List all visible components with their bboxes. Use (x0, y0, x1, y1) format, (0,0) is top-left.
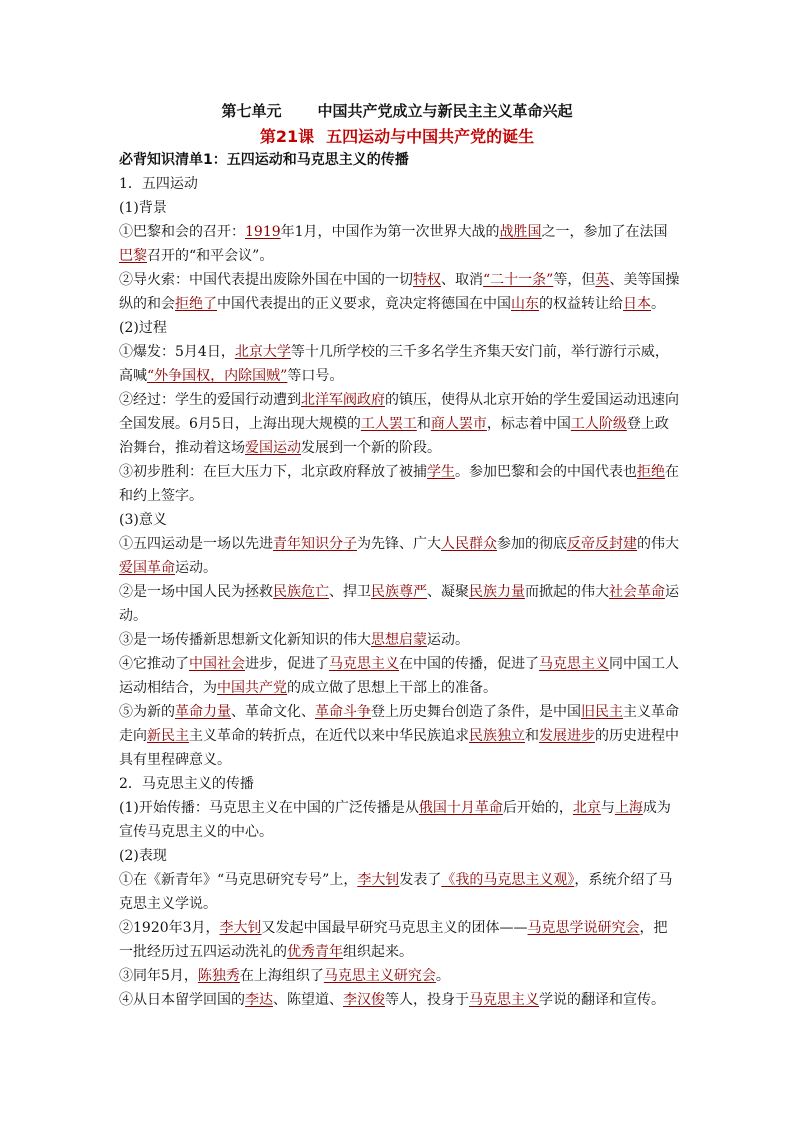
text-line (119, 940, 679, 964)
text-run: 治舞台，推动着这场 (119, 440, 245, 456)
key-term: 民族危亡 (273, 584, 329, 600)
key-term: 民族力量 (469, 584, 525, 600)
key-term: 思想启蒙 (371, 632, 427, 648)
key-term: 马克思主义 (469, 992, 539, 1008)
text-run: ，标志着中国 (486, 416, 571, 432)
key-term: 人民群众 (441, 536, 497, 552)
text-line (119, 676, 679, 700)
key-term: 陈独秀 (197, 968, 240, 984)
text-line (119, 892, 679, 916)
text-line (119, 220, 679, 244)
text-line (119, 964, 679, 988)
text-run: 等口号。 (287, 368, 344, 384)
text-run: 发表了 (399, 872, 442, 888)
text-run: 运动相结合，为 (119, 680, 217, 696)
key-term: 拒绝 (637, 464, 665, 480)
text-line (119, 484, 679, 508)
text-line (119, 796, 679, 820)
text-run: ②是一场中国人民为拯救 (119, 584, 273, 600)
key-term: 李达 (245, 992, 273, 1008)
text-run: 、捍卫 (329, 584, 371, 600)
text-run: 走向 (119, 728, 147, 744)
key-term: 社会革命 (609, 584, 665, 600)
text-run: (2)过程 (119, 320, 167, 336)
text-line (119, 772, 679, 796)
text-run: ②1920年3月， (119, 920, 220, 936)
text-line (119, 460, 679, 484)
key-term: 中国社会 (189, 656, 245, 672)
text-line (119, 364, 679, 388)
key-term: 革命斗争 (315, 704, 371, 720)
text-run: 。参加巴黎和会的中国代表也 (455, 464, 637, 480)
text-line (119, 556, 679, 580)
key-term: 青年知识分子 (273, 536, 357, 552)
text-run: ②导火索：中国代表提出废除外国在中国的一切 (119, 272, 413, 288)
content-body (119, 148, 679, 1012)
text-run: 、陈望道、 (273, 992, 343, 1008)
key-term: 爱国革命 (119, 560, 175, 576)
unit-subtitle: 中国共产党成立与新民主主义革命兴起 (317, 102, 573, 120)
key-term: 李汉俊 (343, 992, 385, 1008)
text-line (119, 844, 679, 868)
text-run: 动。 (119, 608, 147, 624)
text-run: ，把 (639, 920, 668, 936)
text-run: 和 (416, 416, 431, 432)
text-run: 学说的翻译和宣传。 (539, 992, 665, 1008)
text-run: 登上政 (626, 416, 669, 432)
text-run: 召开的“和平会议”。 (147, 248, 274, 264)
key-term: 马克思主义 (539, 656, 609, 672)
text-run: ③初步胜利：在巨大压力下，北京政府释放了被捕 (119, 464, 427, 480)
text-line (119, 652, 679, 676)
unit-title (0, 100, 794, 121)
text-run: 又发起中国最早研究马克思主义的团体—— (261, 920, 528, 936)
text-run: 而掀起的伟大 (525, 584, 609, 600)
text-run: 的成立做了思想上干部上的准备。 (287, 680, 497, 696)
text-line (119, 268, 679, 292)
text-run: 主义革命的转折点，在近代以来中华民族追求 (189, 728, 469, 744)
text-line (119, 604, 679, 628)
text-run: 纵的和会 (119, 296, 175, 312)
text-run: ，系统介绍了马 (574, 872, 673, 888)
key-term: 俄国十月革命 (418, 800, 503, 816)
text-line (119, 724, 679, 748)
text-run: 在 (665, 464, 679, 480)
text-run: 的伟大 (637, 536, 679, 552)
key-term: 特权 (413, 272, 441, 288)
text-run: 在中国的传播，促进了 (399, 656, 539, 672)
key-term: 革命力量 (175, 704, 231, 720)
text-run: 和 (525, 728, 539, 744)
text-line (119, 388, 679, 412)
text-run: (2)表现 (119, 848, 167, 864)
key-term: 马克思主义研究会 (323, 968, 436, 984)
text-line (119, 316, 679, 340)
text-line (119, 820, 679, 844)
key-term: 优秀青年 (287, 944, 343, 960)
text-run: ①在《新青年》“马克思研究专号”上， (119, 872, 358, 888)
text-line (119, 196, 679, 220)
text-line (119, 580, 679, 604)
text-line (119, 244, 679, 268)
lesson-number: 第21课 (259, 127, 315, 146)
key-term: 巴黎 (119, 248, 147, 264)
text-run: 参加的彻底 (497, 536, 567, 552)
key-term: 民族尊严 (371, 584, 427, 600)
text-run: ①巴黎和会的召开： (119, 224, 245, 240)
text-run: 同中国工人 (609, 656, 679, 672)
text-run: 年1月，中国作为第一次世界大战的 (280, 224, 500, 240)
key-term: 北京 (572, 800, 601, 816)
text-run: 的历史进程中 (595, 728, 679, 744)
text-run: 的权益转让给 (539, 296, 623, 312)
text-line (119, 628, 679, 652)
text-line (119, 748, 679, 772)
text-line (119, 868, 679, 892)
text-run: 为先锋、广大 (357, 536, 441, 552)
text-run: 运动。 (175, 560, 217, 576)
text-run: 等，但 (553, 272, 596, 288)
text-run: 等十几所学校的三千多名学生齐集天安门前，举行游行示威， (290, 344, 669, 360)
text-run: ⑤为新的 (119, 704, 175, 720)
key-term: 商人罢市 (430, 416, 487, 432)
text-run: 运动。 (427, 632, 469, 648)
text-run: 、凝聚 (427, 584, 469, 600)
text-run: 之一，参加了在法国 (541, 224, 668, 240)
text-line (119, 412, 679, 436)
text-run: 克思主义学说。 (119, 896, 217, 912)
text-run: 运 (665, 584, 679, 600)
text-run: 。 (651, 296, 665, 312)
text-line (119, 508, 679, 532)
key-term: 中国共产党 (217, 680, 287, 696)
text-run: (1)背景 (119, 200, 167, 216)
key-term: 拒绝了 (175, 296, 217, 312)
text-run: 中国代表提出的正义要求，竟决定将德国在中国 (217, 296, 511, 312)
key-term: 旧民主 (581, 704, 623, 720)
text-run: ②经过：学生的爱国行动遭到 (119, 392, 301, 408)
text-run: 主义革命 (623, 704, 679, 720)
text-run: 具有里程碑意义。 (119, 752, 231, 768)
key-term: 发展进步 (539, 728, 595, 744)
text-run: ④从日本留学回国的 (119, 992, 245, 1008)
key-term: 工人罢工 (360, 416, 417, 432)
text-run: 组织起来。 (343, 944, 413, 960)
text-line (119, 340, 679, 364)
key-term: 马克思主义 (329, 656, 399, 672)
text-run: 和约上签字。 (119, 488, 203, 504)
key-term: 上海 (614, 800, 643, 816)
text-run: 与 (600, 800, 615, 816)
text-run: (1)开始传播：马克思主义在中国的广泛传播是从 (119, 800, 419, 816)
key-term: 民族独立 (469, 728, 525, 744)
key-term: “二十一条” (483, 272, 554, 288)
key-term: 学生 (427, 464, 455, 480)
text-run: ①爆发：5月4日， (119, 344, 235, 360)
text-line (119, 988, 679, 1012)
text-run: 发展到一个新的阶段。 (301, 440, 441, 456)
key-term: 英 (595, 272, 610, 288)
text-run: 、革命文化、 (231, 704, 315, 720)
text-run: 、取消 (441, 272, 483, 288)
text-run: 高喊 (119, 368, 147, 384)
text-line (119, 292, 679, 316)
text-run: 一批经历过五四运动洗礼的 (119, 944, 287, 960)
text-run: 在上海组织了 (239, 968, 324, 984)
unit-label: 第七单元 (221, 102, 282, 120)
key-term: 战胜国 (499, 224, 542, 240)
key-term: 爱国运动 (245, 440, 301, 456)
text-run: 登上历史舞台创造了条件，是中国 (371, 704, 581, 720)
lesson-name: 五四运动与中国共产党的诞生 (326, 127, 535, 146)
key-term: 马克思学说研究会 (527, 920, 640, 936)
key-term: 北京大学 (234, 344, 291, 360)
lesson-title (0, 124, 794, 147)
text-run: (3)意义 (119, 512, 167, 528)
text-line (119, 172, 679, 196)
text-run: ①五四运动是一场以先进 (119, 536, 273, 552)
key-term: 新民主 (147, 728, 189, 744)
key-term: 日本 (623, 296, 651, 312)
text-run: 。 (435, 968, 450, 984)
paragraph-list (119, 172, 679, 1012)
key-term: 《我的马克思主义观》 (441, 872, 575, 888)
text-line (119, 532, 679, 556)
text-run: 等人，投身于 (385, 992, 469, 1008)
key-term: 李大钊 (357, 872, 400, 888)
text-run: 全国发展。6月5日，上海出现大规模的 (119, 416, 361, 432)
key-term: 工人阶级 (570, 416, 627, 432)
key-term: “外争国权，内除国贼” (147, 368, 288, 384)
key-term: 李大钊 (219, 920, 262, 936)
text-run: 进步，促进了 (245, 656, 329, 672)
text-run: 2．马克思主义的传播 (119, 776, 254, 792)
text-run: 成为 (642, 800, 671, 816)
text-run: ④它推动了 (119, 656, 189, 672)
key-term: 山东 (511, 296, 539, 312)
text-run: 1．五四运动 (119, 176, 198, 192)
text-line (119, 436, 679, 460)
text-run: 后开始的， (502, 800, 573, 816)
key-term: 1919 (245, 224, 281, 240)
key-term: 反帝反封建 (567, 536, 637, 552)
text-line (119, 916, 679, 940)
text-run: ③同年5月， (119, 968, 198, 984)
text-run: 宣传马克思主义的中心。 (119, 824, 273, 840)
text-run: 的镇压，使得从北京开始的学生爱国运动迅速向 (385, 392, 679, 408)
text-run: ③是一场传播新思想新文化新知识的伟大 (119, 632, 371, 648)
key-term: 北洋军阀政府 (301, 392, 385, 408)
section-title: 必背知识清单1：五四运动和马克思主义的传播 (119, 152, 409, 168)
text-run: 、美等国操 (609, 272, 680, 288)
text-line (119, 700, 679, 724)
